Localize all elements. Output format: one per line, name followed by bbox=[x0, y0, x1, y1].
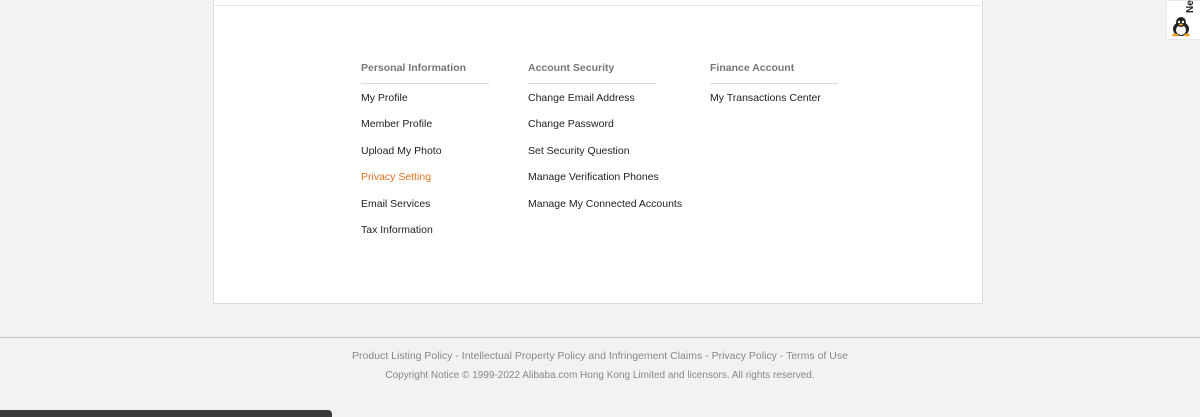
personal-information-title: Personal Information bbox=[361, 62, 489, 84]
menu-item-manage-connected-accounts[interactable]: Manage My Connected Accounts bbox=[528, 197, 683, 210]
finance-account-title: Finance Account bbox=[710, 62, 838, 84]
chat-widget-label: Ne bbox=[1185, 0, 1196, 13]
menu-item-manage-verification-phones[interactable]: Manage Verification Phones bbox=[528, 171, 659, 184]
menu-item-privacy-setting[interactable]: Privacy Setting bbox=[361, 171, 432, 184]
account-security-column bbox=[528, 62, 682, 224]
account-security-title: Account Security bbox=[528, 62, 656, 84]
menu-item-change-email-address[interactable]: Change Email Address bbox=[528, 92, 635, 104]
menu-item-my-transactions-center[interactable]: My Transactions Center bbox=[710, 92, 821, 104]
footer-links bbox=[0, 350, 1200, 362]
finance-account-column bbox=[710, 62, 838, 118]
footer-divider bbox=[0, 337, 1200, 338]
footer-link-product-listing-policy[interactable]: Product Listing Policy bbox=[352, 350, 453, 362]
personal-information-menu bbox=[361, 92, 489, 250]
footer-separator: - bbox=[702, 350, 712, 362]
menu-item-my-profile[interactable]: My Profile bbox=[361, 92, 408, 104]
menu-item-set-security-question[interactable]: Set Security Question bbox=[528, 144, 630, 157]
footer-link-privacy-policy[interactable]: Privacy Policy bbox=[711, 350, 777, 362]
panel-divider bbox=[213, 5, 983, 6]
footer-link-terms-of-use[interactable]: Terms of Use bbox=[786, 350, 848, 362]
footer-separator: - bbox=[452, 350, 462, 362]
footer-copyright: Copyright Notice © 1999-2022 Alibaba.com Hong Kong Limited and licensors. All rights reserved. bbox=[385, 370, 815, 381]
browser-status-bar bbox=[0, 410, 332, 417]
menu-item-member-profile[interactable]: Member Profile bbox=[361, 118, 433, 131]
menu-item-tax-information[interactable]: Tax Information bbox=[361, 223, 433, 236]
menu-item-change-password[interactable]: Change Password bbox=[528, 118, 614, 131]
personal-information-column bbox=[361, 62, 489, 250]
menu-item-email-services[interactable]: Email Services bbox=[361, 197, 431, 210]
footer-link-ip-policy[interactable]: Intellectual Property Policy and Infringement Claims bbox=[461, 350, 703, 362]
finance-account-menu bbox=[710, 92, 838, 118]
menu-item-upload-my-photo[interactable]: Upload My Photo bbox=[361, 144, 442, 157]
mascot-icon bbox=[1170, 15, 1192, 37]
chat-widget[interactable] bbox=[1166, 0, 1200, 40]
account-security-menu bbox=[528, 92, 682, 224]
footer-separator: - bbox=[776, 350, 787, 362]
